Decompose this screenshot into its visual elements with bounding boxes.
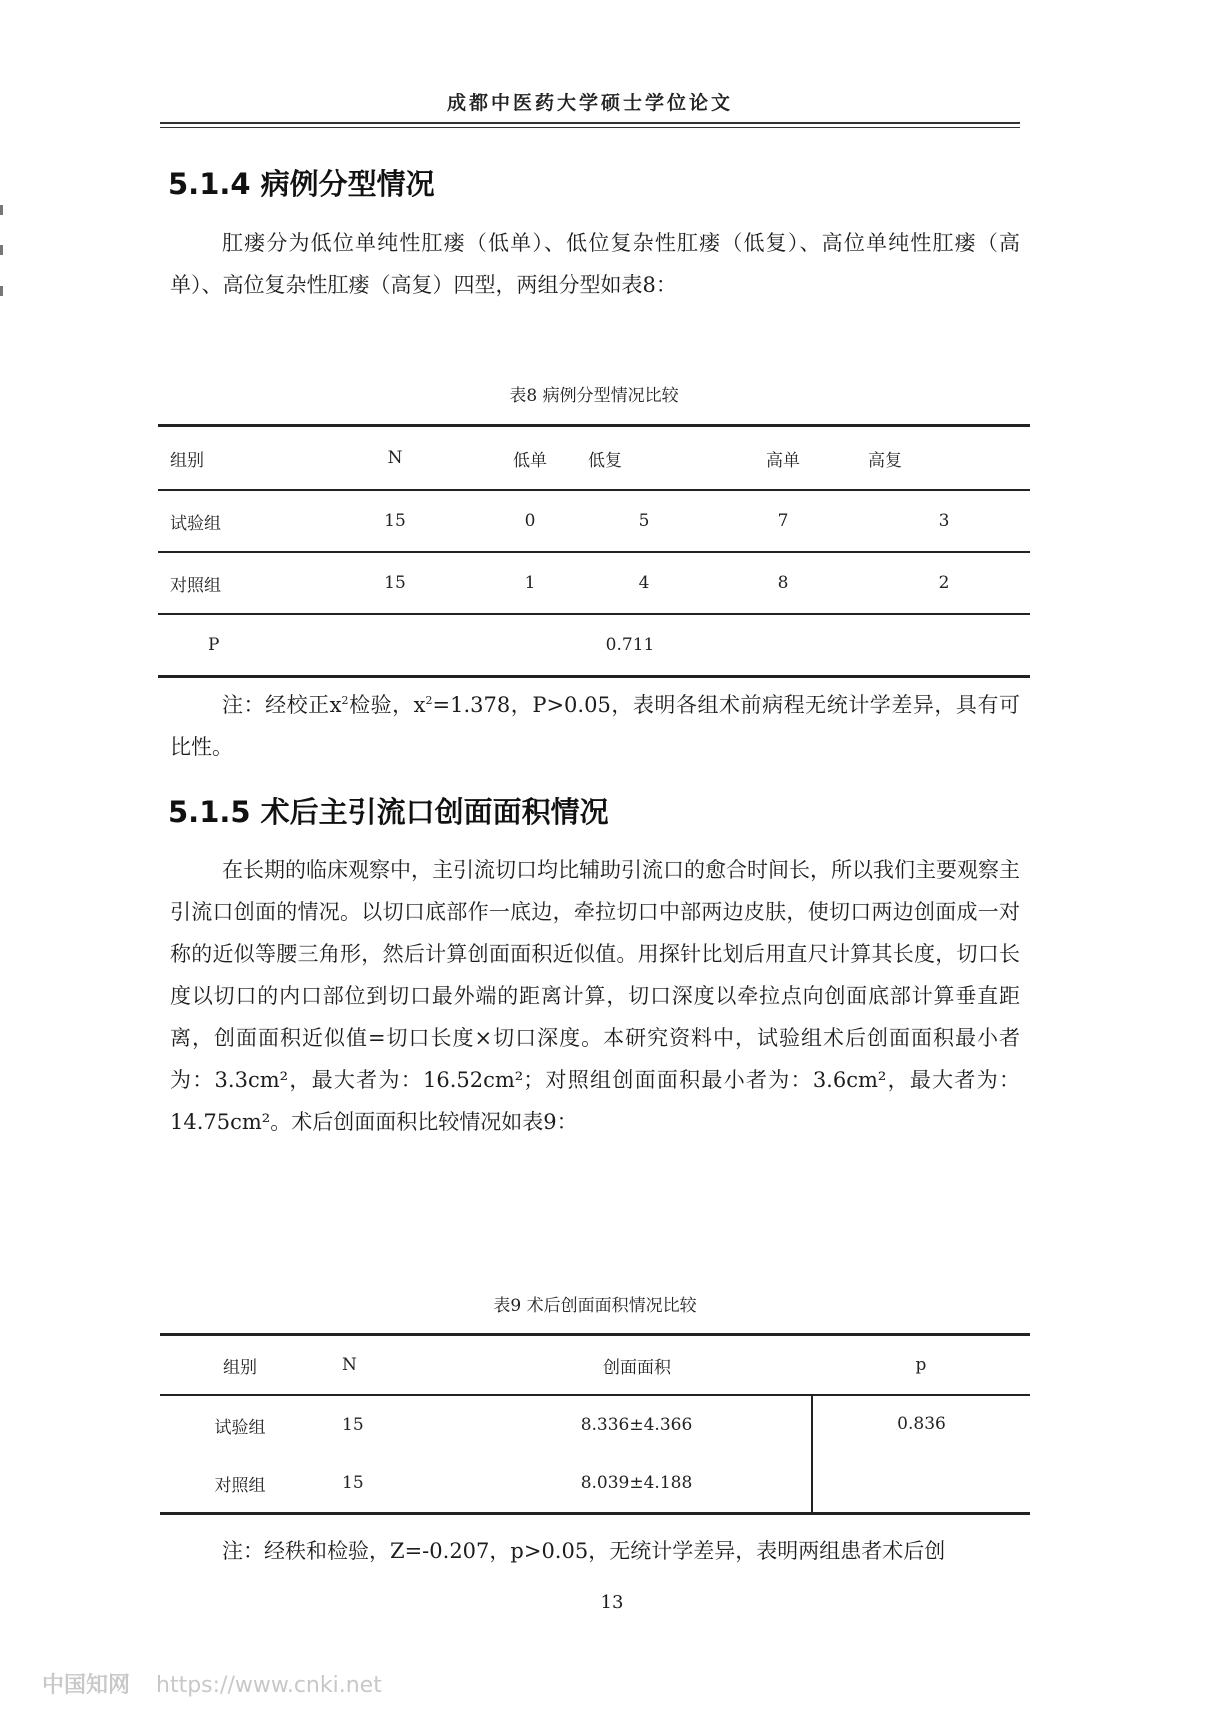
table-header-cell: 组别: [170, 450, 204, 471]
table9-note: 注：经秩和检验，Z=-0.207，p>0.05，无统计学差异，表明两组患者术后创: [222, 1539, 946, 1563]
table-cell: 1: [524, 573, 536, 593]
table-row: [160, 1395, 1030, 1454]
table-cell: 15: [342, 1415, 364, 1435]
header-rule-thin: [160, 127, 1020, 128]
table-cell: 5: [638, 511, 650, 531]
running-header: 成都中医药大学硕士学位论文: [446, 92, 733, 114]
table-header-cell: N: [342, 1355, 357, 1375]
cnki-watermark: [42, 1668, 382, 1699]
superscript: 2: [425, 694, 433, 707]
table-cell: 对照组: [170, 575, 221, 596]
table-cell: 8.336±4.366: [580, 1415, 693, 1435]
table-cell: 15: [342, 1473, 364, 1493]
margin-mark: [0, 205, 3, 215]
table-cell: 2: [938, 573, 950, 593]
table8-note: [170, 684, 1020, 768]
note-text: 注：经校正x: [222, 693, 342, 717]
table8-caption: 表8 病例分型情况比较: [509, 386, 679, 406]
margin-mark: [0, 286, 3, 296]
table8: [158, 424, 1030, 678]
table-cell: 试验组: [170, 513, 221, 534]
p-label: P: [208, 635, 220, 655]
page-number: 13: [600, 1592, 624, 1613]
table-cell: 15: [384, 573, 406, 593]
section-title-5-1-4: 5.1.4 病例分型情况: [168, 167, 435, 201]
margin-mark: [0, 245, 3, 255]
table-header-cell: 低复: [588, 450, 622, 471]
table-row: [158, 490, 1030, 552]
table-cell: 0: [524, 511, 536, 531]
table-cell: 试验组: [214, 1417, 266, 1438]
paragraph-wound-area: 在长期的临床观察中，主引流切口均比辅助引流口的愈合时间长，所以我们主要观察主引流口创面的情况。以切口底部作一底边，牵拉切口中部两边皮肤，使切口两边创面成一对称的近似等腰三角形，然后计算创面面积近似值。用探针比划后用直尺计算其长度，切口长度以切口的内口部位到切口最外端的距离计算，切口深度以牵拉点向创面底部计算垂直距离，创面面积近似值=切口长度×切口深度。本研究资料中，试验组术后创面面积最小者为：3.3cm²，最大者为：16.52cm²；对照组创面面积最小者为：3.6cm²，最大者为：14.75cm²。术后创面面积比较情况如表9：: [170, 858, 1020, 1134]
table-header-row: [158, 426, 1030, 491]
paragraph-case-types: 肛瘘分为低位单纯性肛瘘（低单）、低位复杂性肛瘘（低复）、高位单纯性肛瘘（高单）、高位复杂性肛瘘（高复）四型，两组分型如表8：: [170, 231, 1020, 297]
table-cell: 对照组: [214, 1475, 266, 1496]
watermark-brand: 中国知网: [42, 1673, 131, 1698]
table-header-cell: 高单: [766, 450, 800, 471]
table-cell: 3: [938, 511, 950, 531]
superscript: 2: [341, 694, 349, 707]
table-header-cell: N: [387, 448, 403, 468]
section-title-5-1-5: 5.1.5 术后主引流口创面面积情况: [168, 795, 609, 829]
table-header-cell: p: [915, 1355, 927, 1375]
table9: [160, 1333, 1030, 1515]
header-rule: [160, 122, 1020, 124]
table-p-row: [158, 614, 1030, 677]
table-header-cell: 低单: [513, 450, 547, 471]
table-cell: 8.039±4.188: [580, 1473, 693, 1493]
note-text: =1.378，P>0.05，表明各组术前病程无统计学差异，具有可比性。: [170, 693, 1021, 759]
note-text: 检验，x: [348, 693, 426, 717]
p-value: 0.836: [812, 1395, 1030, 1514]
table-header-row: [160, 1335, 1030, 1396]
table-header-cell: 创面面积: [603, 1357, 671, 1378]
table-cell: 4: [638, 573, 650, 593]
p-value: 0.711: [605, 635, 655, 655]
table-header-cell: 组别: [223, 1357, 257, 1378]
table9-caption: 表9 术后创面面积情况比较: [493, 1296, 697, 1316]
table-cell: 7: [777, 511, 789, 531]
table-header-cell: 高复: [868, 450, 902, 471]
table-cell: 15: [384, 511, 406, 531]
table-row: [158, 552, 1030, 614]
watermark-url: https://www.cnki.net: [156, 1673, 382, 1698]
table-cell: 8: [777, 573, 789, 593]
